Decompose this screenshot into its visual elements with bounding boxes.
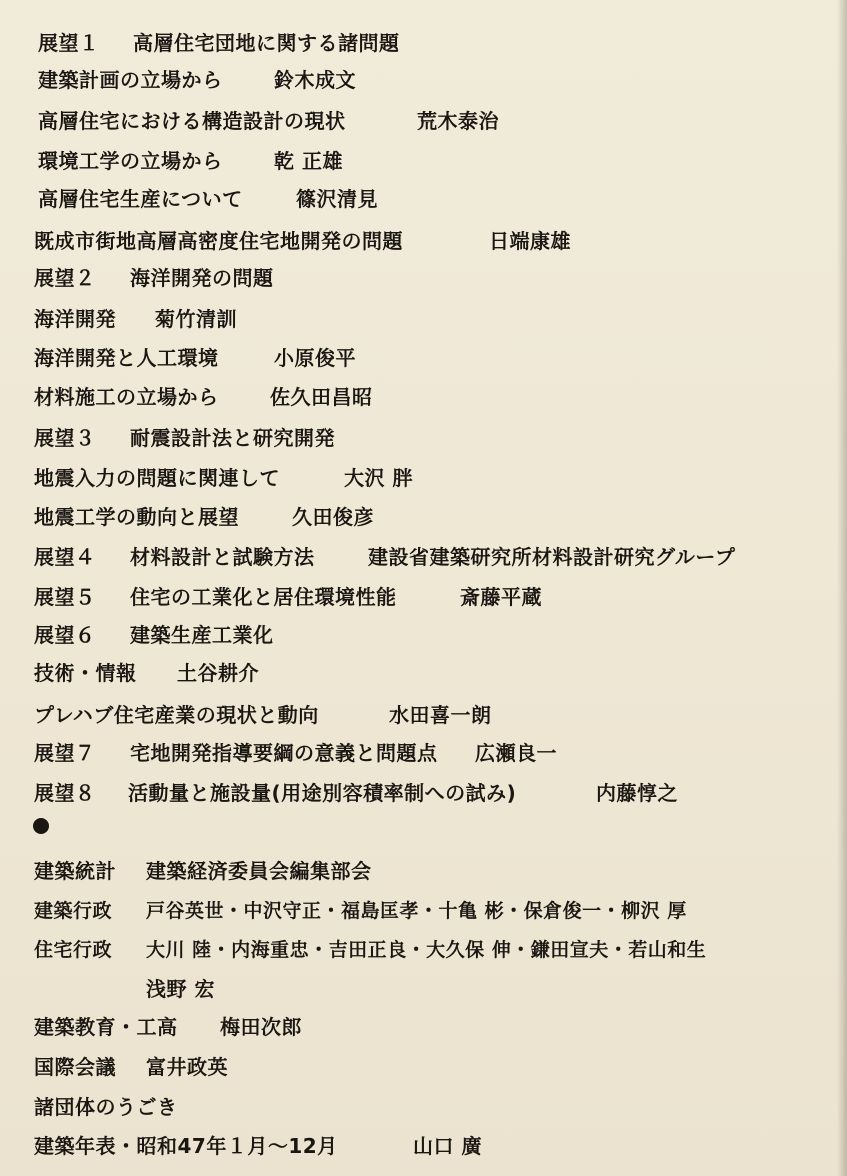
article-title: 海洋開発 — [34, 307, 116, 331]
tenbou-title: 海洋開発の問題 — [130, 266, 274, 290]
article-author: 篠沢清見 — [296, 187, 378, 211]
article-author: 乾 正雄 — [274, 149, 343, 173]
tenbou-title: 宅地開発指導要綱の意義と問題点 — [130, 741, 438, 765]
tenbou-label: 展望８ — [34, 781, 96, 805]
article-author: 日端康雄 — [489, 229, 571, 253]
tenbou-title: 活動量と施設量(用途別容積率制への試み) — [128, 781, 517, 805]
tenbou-author: 内藤惇之 — [596, 781, 678, 805]
article-title: 地震入力の問題に関連して — [34, 466, 280, 490]
article-title: 海洋開発と人工環境 — [34, 346, 219, 370]
article-title: 既成市街地高層高密度住宅地開発の問題 — [34, 229, 403, 253]
article-author: 水田喜一朗 — [389, 703, 492, 727]
section-authors: 梅田次郎 — [220, 1015, 302, 1039]
article-title: 高層住宅生産について — [38, 187, 243, 211]
section-label: 建築統計 — [34, 859, 116, 883]
section-label: 建築年表・昭和47年１月～12月 — [34, 1134, 338, 1158]
section-authors: 大川 陸・内海重忠・吉田正良・大久保 伸・鎌田宣夫・若山和生 — [146, 939, 707, 961]
tenbou-author: 建設省建築研究所材料設計研究グループ — [368, 545, 736, 569]
article-title: プレハブ住宅産業の現状と動向 — [34, 703, 319, 727]
tenbou-label: 展望５ — [34, 585, 96, 609]
tenbou-author: 広瀬良一 — [475, 741, 557, 765]
section-label: 国際会議 — [34, 1055, 116, 1079]
article-title: 地震工学の動向と展望 — [34, 505, 239, 529]
article-title: 技術・情報 — [34, 661, 137, 685]
article-title: 建築計画の立場から — [38, 68, 223, 92]
article-author: 小原俊平 — [274, 346, 356, 370]
tenbou-title: 高層住宅団地に関する諸問題 — [133, 31, 400, 55]
tenbou-author: 斎藤平蔵 — [460, 585, 542, 609]
article-author: 荒木泰治 — [417, 109, 499, 133]
article-title: 材料施工の立場から — [34, 385, 219, 409]
article-title: 環境工学の立場から — [38, 149, 223, 173]
tenbou-label: 展望４ — [34, 545, 96, 569]
bullet-marker — [33, 818, 49, 834]
article-author: 土谷耕介 — [177, 661, 259, 685]
section-label: 建築教育・工高 — [34, 1015, 178, 1039]
article-author: 久田俊彦 — [292, 505, 374, 529]
article-title: 高層住宅における構造設計の現状 — [38, 109, 346, 133]
section-authors: 山口 廣 — [413, 1134, 482, 1158]
tenbou-label: 展望１ — [38, 31, 100, 55]
article-author: 佐久田昌昭 — [270, 385, 373, 409]
tenbou-label: 展望６ — [34, 623, 96, 647]
tenbou-title: 住宅の工業化と居住環境性能 — [130, 585, 397, 609]
tenbou-label: 展望７ — [34, 741, 96, 765]
tenbou-label: 展望２ — [34, 266, 96, 290]
page-edge-shadow — [837, 0, 847, 1176]
article-author: 大沢 胖 — [344, 466, 413, 490]
article-author: 鈴木成文 — [274, 68, 356, 92]
tenbou-title: 材料設計と試験方法 — [130, 545, 315, 569]
section-authors: 戸谷英世・中沢守正・福島匡孝・十亀 彬・保倉俊一・柳沢 厚 — [146, 900, 687, 922]
tenbou-title: 耐震設計法と研究開発 — [130, 426, 335, 450]
section-label: 諸団体のうごき — [34, 1095, 178, 1119]
article-author: 菊竹清訓 — [155, 307, 237, 331]
section-authors: 富井政英 — [146, 1055, 228, 1079]
section-authors-continued: 浅野 宏 — [146, 977, 215, 1001]
tenbou-title: 建築生産工業化 — [130, 623, 274, 647]
tenbou-label: 展望３ — [34, 426, 96, 450]
section-label: 建築行政 — [34, 900, 113, 922]
section-label: 住宅行政 — [34, 939, 113, 961]
section-authors: 建築経済委員会編集部会 — [146, 859, 372, 883]
